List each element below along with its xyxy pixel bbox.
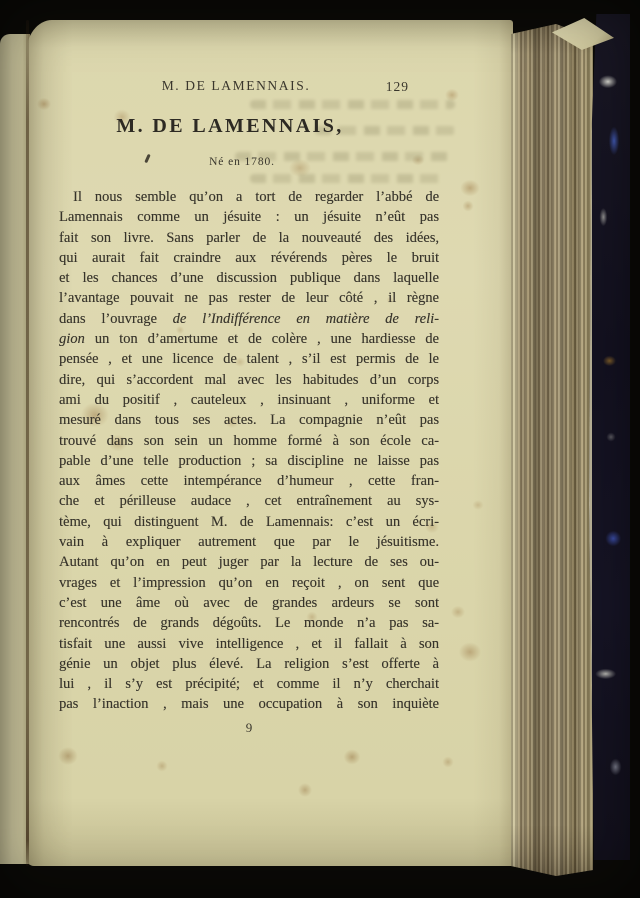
book-page <box>26 20 513 866</box>
body-line: vrages et l’impression qu’on en reçoit , on sent que <box>59 574 439 591</box>
body-line: trouvé dans son sein un homme formé à son école ca- <box>59 432 439 449</box>
running-title: M. DE LAMENNAIS. <box>161 78 311 93</box>
body-text <box>59 187 439 715</box>
body-line: fait son livre. Sans parler de la nouveauté des idées, <box>59 229 439 246</box>
chapter-title: M. DE LAMENNAIS, <box>116 115 344 137</box>
body-line: pas l’inaction , mais une occupation à son inquiète <box>59 696 439 713</box>
body-line: génie un objet plus élevé. La religion s’est offerte à <box>59 655 439 672</box>
body-line: pable d’une telle production ; sa discipline ne laisse pas <box>59 452 439 469</box>
page-number: 129 <box>385 79 409 94</box>
fore-edge-page-stack <box>511 24 593 876</box>
body-line: tisfait une aussi vive intelligence , et il fallait à son <box>59 635 439 652</box>
running-header <box>59 78 439 96</box>
body-line: tème, qui distinguent M. de Lamennais: c’est un écri- <box>59 513 439 530</box>
gutter-crease <box>26 20 29 866</box>
body-line: c’est une âme où avec de grandes ardeurs se sont <box>59 594 439 611</box>
text-block <box>59 20 439 866</box>
body-line: lui , il s’y est précipité; et comme il n’y cherchait <box>59 676 439 693</box>
body-line: Lamennais comme un jésuite : un jésuite n’eût pas <box>59 209 439 226</box>
body-line: mesuré dans tous ses actes. La compagnie n’eût pas <box>59 412 439 429</box>
body-line: ami du positif , cauteleux , insinuant , uniforme et <box>59 391 439 408</box>
birth-note: Né en 1780. <box>209 156 275 168</box>
signature-mark: 9 <box>245 720 253 735</box>
body-line: dans l’ouvrage de l’Indifférence en matière de reli- <box>59 310 439 327</box>
body-line: che et périlleuse audace , cet entraînement au sys- <box>59 493 439 510</box>
body-line: aux âmes cette intempérance d’humeur , cette fran- <box>59 473 439 490</box>
body-line: dire, qui s’accordent mal avec les habitudes d’un corps <box>59 371 439 388</box>
body-line: pensée , et une licence de talent , s’il est permis de le <box>59 351 439 368</box>
marbled-cover-edge <box>589 14 630 860</box>
body-line: vain à expliquer autrement que par le jésuitisme. <box>59 534 439 551</box>
body-line: et les chances d’une discussion publique dans laquelle <box>59 270 439 287</box>
body-line: l’avantage pouvait ne pas rester de leur côté , il règne <box>59 290 439 307</box>
body-line: Il nous semble qu’on a tort de regarder l’abbé de <box>73 189 439 205</box>
body-line: qui aurait fait craindre aux révérends pères le bruit <box>59 249 439 266</box>
body-line: rencontrés de grands dégoûts. Le monde n’a pas sa- <box>59 615 439 632</box>
body-line: gion un ton d’amertume et de colère , une hardiesse de <box>59 331 439 348</box>
body-line: Autant qu’on en peut juger par la lecture de ses ou- <box>59 554 439 571</box>
